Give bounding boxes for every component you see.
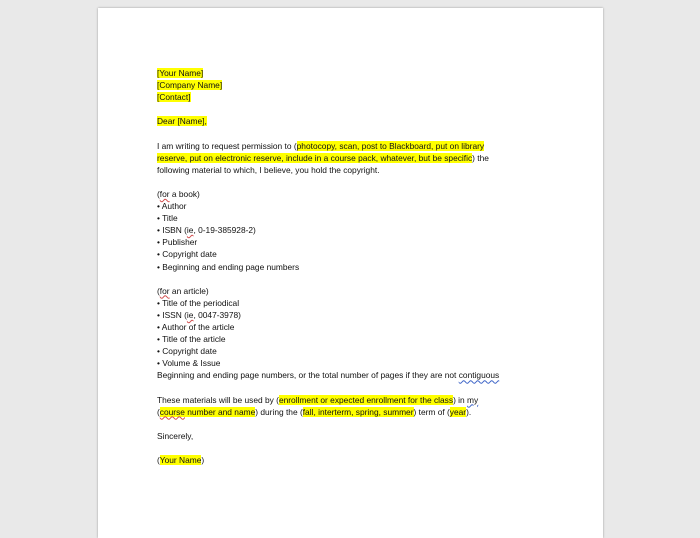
signature-line: (Your Name): [157, 455, 205, 465]
book-item-title: • Title: [157, 213, 178, 224]
article-heading-for: for: [159, 285, 170, 296]
book-item-publisher: • Publisher: [157, 237, 198, 248]
usage-highlight-course: number and name: [184, 406, 256, 417]
article-heading: (for an article): [157, 285, 209, 296]
letter-body: [157, 67, 577, 466]
company-name: [Company Name]: [157, 80, 223, 91]
salutation-line: [157, 115, 577, 127]
sender-name: [Your Name]: [157, 68, 204, 78]
sender-name-line: [157, 67, 577, 79]
usage-highlight-term: fall, interterm, spring, summer: [302, 406, 414, 417]
closing-line: [157, 430, 577, 442]
closing: Sincerely,: [157, 430, 194, 441]
intro-line-3-text: following material to which, I believe, you hold the copyright.: [157, 164, 380, 175]
article-contiguous: contiguous: [458, 370, 500, 381]
usage-line-2: (course number and name) during the (fall, interterm, spring, summer) term of (year).: [157, 406, 472, 417]
article-item-periodical: • Title of the periodical: [157, 297, 240, 308]
article-pages-line: Beginning and ending page numbers, or the total number of pages if they are not contiguous: [157, 370, 500, 381]
usage-highlight-year: year: [449, 406, 467, 417]
book-heading: (for a book): [157, 188, 200, 199]
usage-highlight-enrollment: enrollment or expected enrollment for the class: [278, 394, 454, 405]
document-page: [98, 8, 603, 538]
article-issn-ie: ie: [186, 309, 194, 320]
salutation: Dear [Name],: [157, 116, 207, 127]
intro-line-3: [157, 164, 577, 176]
company-name-line: [157, 79, 577, 91]
intro-highlight-2: reserve, put on electronic reserve, include in a course pack, whatever, but be specific: [157, 152, 473, 163]
article-item-volume: • Volume & Issue: [157, 358, 221, 369]
book-item-isbn: • ISBN (ie, 0-19-385928-2): [157, 225, 256, 236]
usage-line-1: These materials will be used by (enrollment or expected enrollment for the class) in my: [157, 394, 479, 405]
book-item-copyright: • Copyright date: [157, 249, 217, 260]
book-item-pages: • Beginning and ending page numbers: [157, 261, 300, 272]
article-item-copyright: • Copyright date: [157, 346, 217, 357]
intro-after-highlight: ) the: [472, 152, 489, 163]
intro-prefix: I am writing to request permission to (: [157, 140, 297, 151]
contact-line: [157, 91, 577, 103]
usage-course: course: [159, 406, 185, 417]
article-item-title: • Title of the article: [157, 334, 226, 345]
article-item-author: • Author of the article: [157, 321, 235, 332]
signature-name: Your Name: [159, 455, 202, 465]
usage-my: my: [467, 394, 479, 405]
book-item-author: • Author: [157, 201, 187, 212]
intro-line-2: [157, 152, 577, 164]
article-item-issn: • ISSN (ie, 0047-3978): [157, 309, 241, 320]
intro-highlight-1: photocopy, scan, post to Blackboard, put on library: [296, 140, 485, 151]
book-isbn-ie: ie: [186, 225, 194, 236]
book-heading-for: for: [159, 188, 170, 199]
contact: [Contact]: [157, 92, 191, 103]
intro-line-1: [157, 140, 577, 152]
